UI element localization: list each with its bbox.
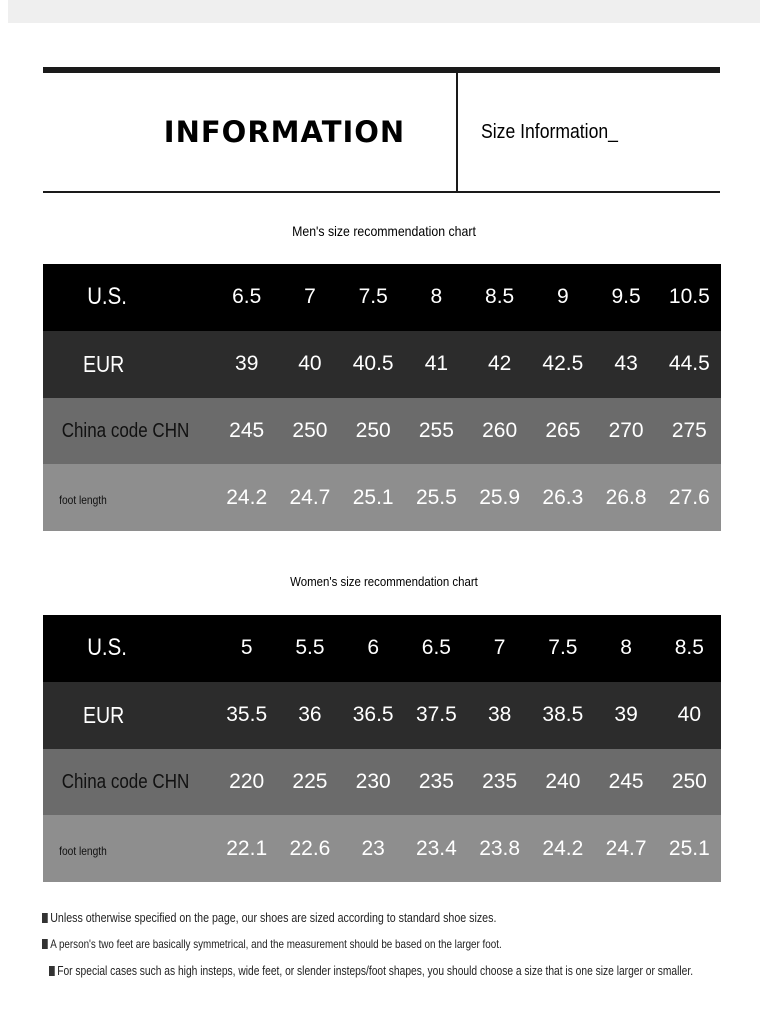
bullet-icon <box>42 913 48 923</box>
size-cell: 6.5 <box>421 636 451 660</box>
size-cell: 7.5 <box>548 636 578 660</box>
size-cell: 250 <box>671 769 707 793</box>
table-row <box>43 749 721 816</box>
men-chart-caption: Men's size recommendation chart <box>292 223 476 239</box>
size-cell: 7.5 <box>358 285 388 309</box>
size-cell: 40 <box>298 352 322 376</box>
size-cell: 22.6 <box>289 836 331 860</box>
size-cell: 6 <box>367 636 379 660</box>
size-cell: 10.5 <box>668 285 710 309</box>
size-cell: 25.1 <box>668 836 710 860</box>
size-cell: 42.5 <box>542 352 584 376</box>
table-row <box>43 331 721 398</box>
size-cell: 250 <box>292 418 328 442</box>
size-cell: 265 <box>545 418 581 442</box>
size-cell: 24.2 <box>542 836 584 860</box>
size-cell: 225 <box>292 769 328 793</box>
size-cell: 25.9 <box>479 485 521 509</box>
size-cell: 23.8 <box>479 836 521 860</box>
size-cell: 23.4 <box>415 836 457 860</box>
row-label: EUR <box>82 701 125 728</box>
size-cell: 25.5 <box>415 485 457 509</box>
size-cell: 230 <box>355 769 391 793</box>
size-cell: 220 <box>229 769 265 793</box>
size-cell: 5.5 <box>295 636 325 660</box>
size-cell: 26.3 <box>542 485 584 509</box>
row-label: China code CHN <box>61 770 190 793</box>
size-cell: 26.8 <box>605 485 647 509</box>
size-cell: 235 <box>418 769 454 793</box>
note-item: Unless otherwise specified on the page, our shoes are sized according to standard shoe sizes. <box>42 910 496 925</box>
size-cell: 23 <box>361 836 385 860</box>
size-cell: 39 <box>235 352 259 376</box>
row-label: China code CHN <box>61 419 190 442</box>
size-cell: 255 <box>418 418 454 442</box>
size-cell: 37.5 <box>415 703 457 727</box>
table-row <box>43 815 721 882</box>
bullet-icon <box>42 939 48 949</box>
size-cell: 275 <box>671 418 707 442</box>
size-cell: 40 <box>677 703 702 727</box>
table-row <box>43 615 721 682</box>
size-cell: 9 <box>557 285 569 309</box>
row-label: U.S. <box>87 634 127 662</box>
size-cell: 270 <box>608 418 644 442</box>
row-label: EUR <box>82 350 125 377</box>
size-cell: 250 <box>355 418 391 442</box>
men-size-table <box>43 264 721 531</box>
size-cell: 27.6 <box>668 485 710 509</box>
size-cell: 39 <box>614 703 638 727</box>
size-cell: 24.7 <box>605 836 647 860</box>
row-label: foot length <box>59 843 107 858</box>
row-label: U.S. <box>87 283 127 311</box>
note-item: For special cases such as high insteps, wide feet, or slender insteps/foot shapes, you should choose a size that is one size larger or smaller. <box>49 964 693 978</box>
size-cell: 5 <box>240 636 253 660</box>
size-cell: 38.5 <box>542 703 584 727</box>
size-cell: 8 <box>620 636 632 660</box>
size-cell: 43 <box>614 352 638 376</box>
size-cell: 38 <box>487 703 512 727</box>
header-bottom-rule <box>43 191 720 193</box>
size-cell: 245 <box>229 418 265 442</box>
bullet-icon <box>49 966 55 976</box>
top-band <box>8 0 760 23</box>
table-row <box>43 682 721 749</box>
table-row <box>43 264 721 331</box>
size-cell: 36.5 <box>352 703 394 727</box>
size-cell: 260 <box>482 418 518 442</box>
size-cell: 7 <box>493 636 506 660</box>
size-cell: 44.5 <box>668 352 710 376</box>
size-cell: 240 <box>545 769 581 793</box>
size-cell: 35.5 <box>226 703 268 727</box>
women-size-table <box>43 615 721 882</box>
page-title: INFORMATION <box>163 115 406 149</box>
women-chart-caption: Women's size recommendation chart <box>290 574 478 589</box>
size-cell: 40.5 <box>352 352 394 376</box>
size-cell: 22.1 <box>226 836 268 860</box>
size-cell: 8.5 <box>674 636 704 660</box>
size-cell: 42 <box>487 352 512 376</box>
size-cell: 8.5 <box>485 285 515 309</box>
size-cell: 7 <box>304 285 316 309</box>
size-cell: 235 <box>482 769 518 793</box>
size-cell: 245 <box>608 769 644 793</box>
size-cell: 24.7 <box>289 485 331 509</box>
header-divider <box>456 73 458 191</box>
size-cell: 25.1 <box>352 485 394 509</box>
table-row <box>43 398 721 465</box>
info-header <box>43 67 720 193</box>
size-cell: 36 <box>298 703 322 727</box>
size-cell: 9.5 <box>611 285 641 309</box>
size-cell: 24.2 <box>226 485 268 509</box>
note-item: A person's two feet are basically symmetrical, and the measurement should be based on the larger foot. <box>42 937 502 951</box>
row-label: foot length <box>59 492 107 507</box>
size-cell: 8 <box>430 285 443 309</box>
size-cell: 41 <box>424 352 449 376</box>
table-row <box>43 464 721 531</box>
page-subtitle: Size Information_ <box>481 120 618 143</box>
size-cell: 6.5 <box>232 285 262 309</box>
